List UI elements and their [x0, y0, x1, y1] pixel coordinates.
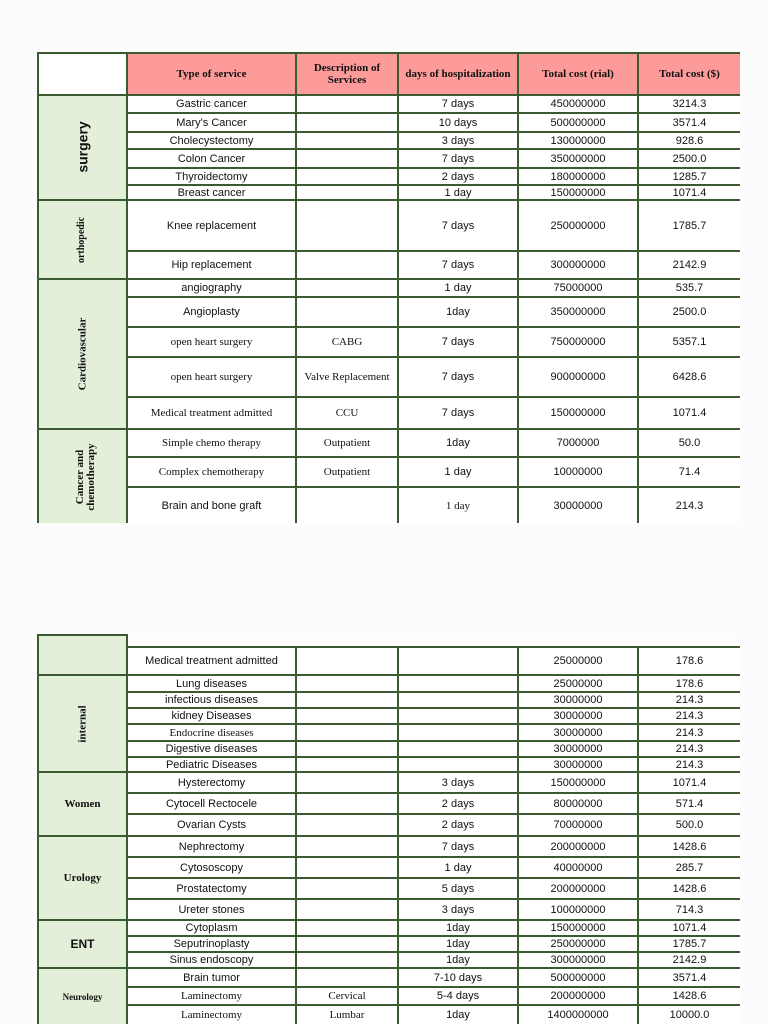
- cell-days: 7 days: [398, 149, 518, 168]
- cell-desc: [296, 772, 398, 793]
- cell-days: 1 day: [398, 279, 518, 297]
- cell-rial: 25000000: [518, 647, 638, 675]
- cell-type: Endocrine diseases: [127, 724, 296, 741]
- category-cancer: Cancer and chemotherapy: [38, 429, 127, 523]
- service-cost-table-top: [37, 52, 740, 523]
- cell-usd: 214.3: [638, 741, 740, 757]
- cell-rial: 200000000: [518, 836, 638, 857]
- cell-days: 1 day: [398, 487, 518, 523]
- cell-usd: 285.7: [638, 857, 740, 878]
- cell-days: [398, 741, 518, 757]
- cell-desc: Lumbar: [296, 1005, 398, 1024]
- cell-usd: 50.0: [638, 429, 740, 457]
- cell-desc: [296, 757, 398, 772]
- header-days: days of hospitalization: [398, 53, 518, 95]
- cell-rial: 900000000: [518, 357, 638, 397]
- cell-usd: 1428.6: [638, 836, 740, 857]
- cell-days: 1 day: [398, 457, 518, 487]
- cell-usd: 214.3: [638, 692, 740, 708]
- category-orthopedic: orthopedic: [38, 200, 127, 279]
- table-row: [38, 297, 740, 327]
- cell-desc: [296, 675, 398, 692]
- cell-days: [398, 675, 518, 692]
- cell-days: 10 days: [398, 113, 518, 132]
- cell-usd: 178.6: [638, 675, 740, 692]
- cell-rial: 350000000: [518, 149, 638, 168]
- cell-type: Lung diseases: [127, 675, 296, 692]
- cell-rial: 350000000: [518, 297, 638, 327]
- table-row: [38, 836, 740, 857]
- cell-type: Complex chemotherapy: [127, 457, 296, 487]
- category-neurology: Neurology: [38, 968, 127, 1024]
- cell-days: 7 days: [398, 251, 518, 279]
- table-row: [38, 113, 740, 132]
- cell-desc: [296, 185, 398, 200]
- cell-type: Hip replacement: [127, 251, 296, 279]
- cell-rial: 7000000: [518, 429, 638, 457]
- cell-days: 7 days: [398, 200, 518, 251]
- cell-days: 1day: [398, 936, 518, 952]
- cell-usd: 3571.4: [638, 968, 740, 987]
- cell-desc: Valve Replacement: [296, 357, 398, 397]
- table-row: [38, 1005, 740, 1024]
- cell-rial: 300000000: [518, 251, 638, 279]
- service-cost-table-bottom: [37, 634, 740, 1024]
- cell-type: kidney Diseases: [127, 708, 296, 724]
- cell-usd: 2142.9: [638, 251, 740, 279]
- cell-type: angiography: [127, 279, 296, 297]
- table-row: [38, 793, 740, 814]
- table-row: [38, 757, 740, 772]
- cell-type: Medical treatment admitted: [127, 397, 296, 429]
- table-row: [38, 952, 740, 968]
- cell-days: 5-4 days: [398, 987, 518, 1005]
- cell-type: Simple chemo therapy: [127, 429, 296, 457]
- table-row: [38, 327, 740, 357]
- cell-rial: 30000000: [518, 487, 638, 523]
- table-row: [38, 936, 740, 952]
- cell-desc: [296, 920, 398, 936]
- cell-desc: [296, 793, 398, 814]
- cell-usd: 2500.0: [638, 149, 740, 168]
- cell-desc: CCU: [296, 397, 398, 429]
- cell-desc: [296, 647, 398, 675]
- cell-desc: [296, 279, 398, 297]
- cell-usd: 6428.6: [638, 357, 740, 397]
- cell-type: Sinus endoscopy: [127, 952, 296, 968]
- cell-usd: 71.4: [638, 457, 740, 487]
- cell-days: [398, 692, 518, 708]
- cell-days: 7 days: [398, 95, 518, 113]
- cell-usd: 535.7: [638, 279, 740, 297]
- table-row: [38, 920, 740, 936]
- cell-usd: 178.6: [638, 647, 740, 675]
- table-row: [38, 132, 740, 149]
- cell-days: 3 days: [398, 132, 518, 149]
- cell-rial: 40000000: [518, 857, 638, 878]
- cell-type: Cytoplasm: [127, 920, 296, 936]
- header-cost-rial: Total cost (rial): [518, 53, 638, 95]
- cell-desc: [296, 936, 398, 952]
- cell-rial: 80000000: [518, 793, 638, 814]
- cell-desc: [296, 487, 398, 523]
- cell-usd: 714.3: [638, 899, 740, 920]
- cell-type: Cholecystectomy: [127, 132, 296, 149]
- cell-rial: 30000000: [518, 692, 638, 708]
- cell-usd: 1785.7: [638, 200, 740, 251]
- header-cost-usd: Total cost ($): [638, 53, 740, 95]
- table-row: [38, 647, 740, 675]
- table-row: [38, 168, 740, 185]
- cell-usd: 571.4: [638, 793, 740, 814]
- cell-desc: [296, 95, 398, 113]
- table-row: [38, 251, 740, 279]
- cell-days: 3 days: [398, 772, 518, 793]
- cell-desc: [296, 878, 398, 899]
- table-row: [38, 457, 740, 487]
- table-row: [38, 968, 740, 987]
- cell-days: 7 days: [398, 836, 518, 857]
- table-row: [38, 878, 740, 899]
- category-cardiovascular: Cardiovascular: [38, 279, 127, 429]
- table-row: [38, 987, 740, 1005]
- cell-type: open heart surgery: [127, 327, 296, 357]
- cell-desc: Outpatient: [296, 457, 398, 487]
- cell-type: Cytososcopy: [127, 857, 296, 878]
- cell-days: 1day: [398, 920, 518, 936]
- cell-desc: [296, 724, 398, 741]
- category-urology: Urology: [38, 836, 127, 920]
- cell-desc: Cervical: [296, 987, 398, 1005]
- cell-days: 1day: [398, 1005, 518, 1024]
- table-row: [38, 814, 740, 836]
- cell-rial: 1400000000: [518, 1005, 638, 1024]
- cell-rial: 10000000: [518, 457, 638, 487]
- cell-type: Colon Cancer: [127, 149, 296, 168]
- cell-rial: 75000000: [518, 279, 638, 297]
- cell-type: Seputrinoplasty: [127, 936, 296, 952]
- table-row: [38, 185, 740, 200]
- header-row: [38, 53, 740, 95]
- table-row: [38, 899, 740, 920]
- cell-rial: 100000000: [518, 899, 638, 920]
- cell-type: Angioplasty: [127, 297, 296, 327]
- table-row: [38, 487, 740, 523]
- cell-usd: 3571.4: [638, 113, 740, 132]
- cell-usd: 928.6: [638, 132, 740, 149]
- cell-rial: 70000000: [518, 814, 638, 836]
- cell-rial: 150000000: [518, 397, 638, 429]
- cell-type: Brain and bone graft: [127, 487, 296, 523]
- table-row: [38, 429, 740, 457]
- cell-rial: 500000000: [518, 968, 638, 987]
- cell-desc: [296, 836, 398, 857]
- cell-desc: [296, 899, 398, 920]
- cell-rial: 30000000: [518, 724, 638, 741]
- cell-desc: Outpatient: [296, 429, 398, 457]
- cell-type: Knee replacement: [127, 200, 296, 251]
- cell-rial: 30000000: [518, 741, 638, 757]
- cell-desc: CABG: [296, 327, 398, 357]
- cell-days: 1 day: [398, 185, 518, 200]
- category-surgery: surgery: [38, 95, 127, 200]
- cell-desc: [296, 113, 398, 132]
- cell-usd: 214.3: [638, 724, 740, 741]
- header-type: Type of service: [127, 53, 296, 95]
- table-row: [38, 397, 740, 429]
- cell-type: infectious diseases: [127, 692, 296, 708]
- service-cost-table: [37, 52, 740, 523]
- cell-usd: 1071.4: [638, 920, 740, 936]
- cell-desc: [296, 692, 398, 708]
- cell-usd: 3214.3: [638, 95, 740, 113]
- cell-type: Ureter stones: [127, 899, 296, 920]
- header-description: Description of Services: [296, 53, 398, 95]
- cell-type: Prostatectomy: [127, 878, 296, 899]
- cell-days: 1day: [398, 297, 518, 327]
- cell-rial: 180000000: [518, 168, 638, 185]
- cell-desc: [296, 200, 398, 251]
- cell-type: Cytocell Rectocele: [127, 793, 296, 814]
- cell-type: Thyroidectomy: [127, 168, 296, 185]
- table-row: [38, 675, 740, 692]
- cell-days: [398, 708, 518, 724]
- cell-rial: 30000000: [518, 708, 638, 724]
- cell-days: 5 days: [398, 878, 518, 899]
- cell-days: [398, 647, 518, 675]
- cell-usd: 1071.4: [638, 772, 740, 793]
- cell-type: Gastric cancer: [127, 95, 296, 113]
- cell-rial: 200000000: [518, 878, 638, 899]
- cell-rial: 150000000: [518, 185, 638, 200]
- cell-desc: [296, 741, 398, 757]
- cell-days: 7 days: [398, 327, 518, 357]
- cell-desc: [296, 297, 398, 327]
- table-row: [38, 200, 740, 251]
- category-ent: ENT: [38, 920, 127, 968]
- cell-usd: 10000.0: [638, 1005, 740, 1024]
- cell-days: 7 days: [398, 397, 518, 429]
- cell-rial: 200000000: [518, 987, 638, 1005]
- cell-rial: 250000000: [518, 200, 638, 251]
- cell-type: Hysterectomy: [127, 772, 296, 793]
- cell-usd: 1071.4: [638, 185, 740, 200]
- cell-type: Brain tumor: [127, 968, 296, 987]
- category-women: Women: [38, 772, 127, 836]
- cell-rial: 130000000: [518, 132, 638, 149]
- cell-usd: 214.3: [638, 757, 740, 772]
- cell-desc: [296, 149, 398, 168]
- cell-usd: 2142.9: [638, 952, 740, 968]
- cell-rial: 750000000: [518, 327, 638, 357]
- service-cost-table-continued: [37, 634, 740, 1024]
- cell-desc: [296, 132, 398, 149]
- cell-rial: 25000000: [518, 675, 638, 692]
- cell-type: Laminectomy: [127, 1005, 296, 1024]
- cell-usd: 214.3: [638, 708, 740, 724]
- cell-days: 1day: [398, 429, 518, 457]
- cell-days: 7-10 days: [398, 968, 518, 987]
- cell-days: 1 day: [398, 857, 518, 878]
- table-row: [38, 724, 740, 741]
- cell-type: Digestive diseases: [127, 741, 296, 757]
- table-row: [38, 357, 740, 397]
- table-row: [38, 708, 740, 724]
- header-corner: [38, 53, 127, 95]
- cell-rial: 30000000: [518, 757, 638, 772]
- cell-usd: 214.3: [638, 487, 740, 523]
- cell-type: Ovarian Cysts: [127, 814, 296, 836]
- cell-usd: 1071.4: [638, 397, 740, 429]
- table-row: [38, 741, 740, 757]
- category-internal: internal: [38, 675, 127, 772]
- cell-rial: 250000000: [518, 936, 638, 952]
- cell-usd: 1428.6: [638, 987, 740, 1005]
- table-row: [38, 149, 740, 168]
- cell-desc: [296, 968, 398, 987]
- cell-days: 2 days: [398, 814, 518, 836]
- cell-usd: 5357.1: [638, 327, 740, 357]
- cell-type: Mary's Cancer: [127, 113, 296, 132]
- cell-rial: 500000000: [518, 113, 638, 132]
- table-row-spacer: [38, 635, 740, 647]
- cell-type: Breast cancer: [127, 185, 296, 200]
- cell-days: 3 days: [398, 899, 518, 920]
- cell-rial: 300000000: [518, 952, 638, 968]
- cell-desc: [296, 708, 398, 724]
- category-continued: [38, 635, 127, 675]
- cell-days: [398, 757, 518, 772]
- cell-usd: 1428.6: [638, 878, 740, 899]
- cell-rial: 450000000: [518, 95, 638, 113]
- cell-days: 7 days: [398, 357, 518, 397]
- cell-usd: 1785.7: [638, 936, 740, 952]
- cell-usd: 1285.7: [638, 168, 740, 185]
- cell-usd: 500.0: [638, 814, 740, 836]
- cell-type: Nephrectomy: [127, 836, 296, 857]
- cell-days: 1day: [398, 952, 518, 968]
- cell-type: Pediatric Diseases: [127, 757, 296, 772]
- cell-rial: 150000000: [518, 920, 638, 936]
- cell-desc: [296, 814, 398, 836]
- cell-desc: [296, 168, 398, 185]
- cell-type: Medical treatment admitted: [127, 647, 296, 675]
- cell-rial: 150000000: [518, 772, 638, 793]
- cell-desc: [296, 952, 398, 968]
- table-row: [38, 857, 740, 878]
- table-row: [38, 692, 740, 708]
- table-row: [38, 772, 740, 793]
- cell-desc: [296, 251, 398, 279]
- cell-days: [398, 724, 518, 741]
- cell-type: open heart surgery: [127, 357, 296, 397]
- table-row: [38, 279, 740, 297]
- cell-usd: 2500.0: [638, 297, 740, 327]
- cell-days: 2 days: [398, 168, 518, 185]
- table-row: [38, 95, 740, 113]
- cell-days: 2 days: [398, 793, 518, 814]
- cell-type: Laminectomy: [127, 987, 296, 1005]
- cell-desc: [296, 857, 398, 878]
